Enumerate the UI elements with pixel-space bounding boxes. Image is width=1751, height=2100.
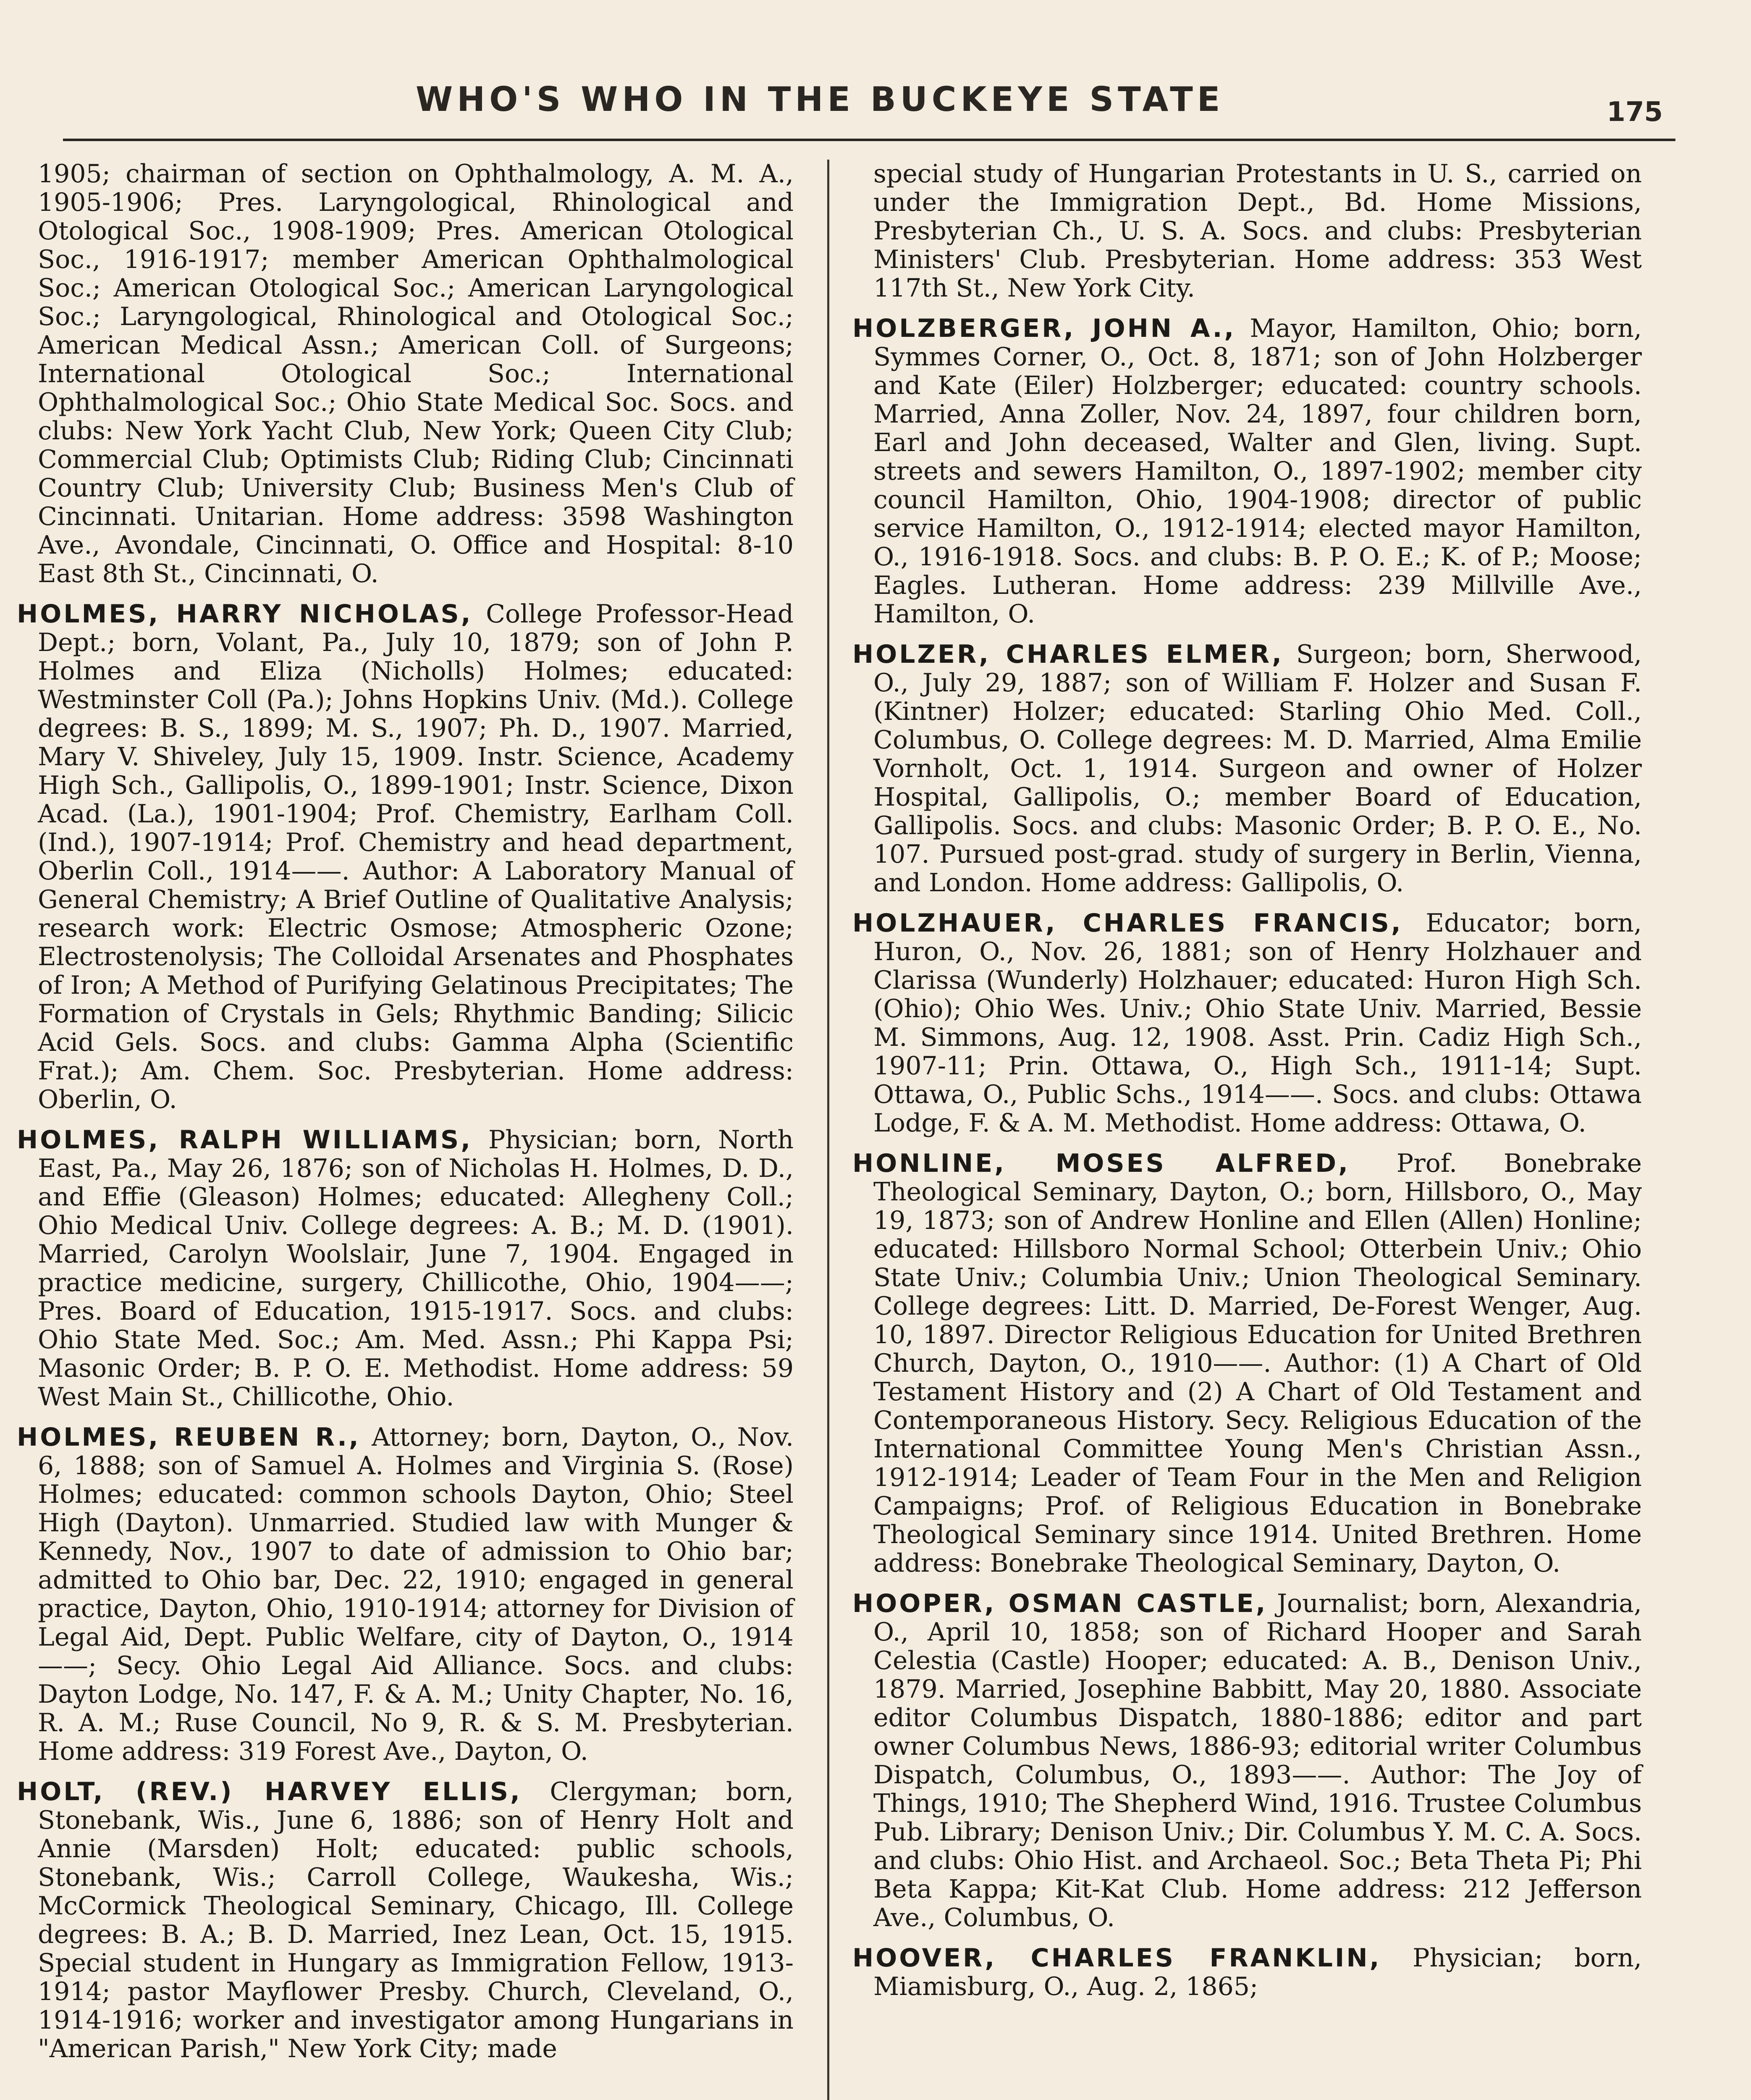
entry-holzhauer-charles — [852, 909, 1642, 1137]
entry-text: Mayor, Hamilton, Ohio; born, Symmes Corner, O., Oct. 8, 1871; son of John Holzberger and Kate (Eiler) Holzberger; educated: country schools. Married, Anna Zoller, Nov. 24, 1897, four children born, Earl and John deceased, Walter and Glen, living. Supt. streets and sewers Hamilton, O., 1897-1902; member city council Hamilton, Ohio, 1904-1908; director of public service Hamilton, O., 1912-1914; elected mayor Hamilton, O., 1916-1918. Socs. and clubs: B. P. O. E.; K. of P.; Moose; Eagles. Lutheran. Home address: 239 Millville Ave., Hamilton, O. — [873, 314, 1642, 629]
entry-name: HOOPER, OSMAN CASTLE, — [852, 1589, 1268, 1618]
entry-text: Surgeon; born, Sherwood, O., July 29, 1887; son of William F. Holzer and Susan F. (Kintner) Holzer; educated: Starling Ohio Med. Coll., Columbus, O. College degrees: M. D. Married, Alma Emilie Vornholt, Oct. 1, 1914. Surgeon and owner of Holzer Hospital, Gallipolis, O.; member Board of Education, Gallipolis. Socs. and clubs: Masonic Order; B. P. O. E., No. 107. Pursued post-grad. study of surgery in Berlin, Vienna, and London. Home address: Gallipolis, O. — [873, 640, 1642, 898]
column-divider — [827, 160, 829, 2100]
entry-holzer-charles — [852, 640, 1642, 897]
entry-name: HOLMES, RALPH WILLIAMS, — [17, 1125, 473, 1155]
entry-name: HOOVER, CHARLES FRANKLIN, — [852, 1943, 1381, 1973]
entry-name: HOLMES, REUBEN R., — [17, 1423, 361, 1452]
entry-text: Clergyman; born, Stonebank, Wis., June 6, 1886; son of Henry Holt and Annie (Marsden) Holt; educated: public schools, Stonebank, Wis.; Carroll College, Waukesha, Wis.; McCormick Theological Seminary, Chicago, Ill. College degrees: B. A.; B. D. Married, Inez Lean, Oct. 15, 1915. Special student in Hungary as Immigration Fellow, 1913-1914; pastor Mayflower Presby. Church, Cleveland, O., 1914-1916; worker and investigator among Hungarians in "American Parish," New York City; made — [38, 1777, 794, 2063]
entry-text: Attorney; born, Dayton, O., Nov. 6, 1888; son of Samuel A. Holmes and Virginia S. (Rose) Holmes; educated: common schools Dayton, Ohio; Steel High (Dayton). Unmarried. Studied law with Munger & Kennedy, Nov., 1907 to date of admission to Ohio bar; admitted to Ohio bar, Dec. 22, 1910; engaged in general practice, Dayton, Ohio, 1910-1914; attorney for Division of Legal Aid, Dept. Public Welfare, city of Dayton, O., 1914——; Secy. Ohio Legal Aid Alliance. Socs. and clubs: Dayton Lodge, No. 147, F. & A. M.; Unity Chapter, No. 16, R. A. M.; Ruse Council, No 9, R. & S. M. Presbyterian. Home address: 319 Forest Ave., Dayton, O. — [38, 1423, 794, 1766]
entry-name: HOLMES, HARRY NICHOLAS, — [17, 599, 473, 629]
page-number: 175 — [1607, 97, 1663, 128]
entry-text: Physician; born, North East, Pa., May 26, 1876; son of Nicholas H. Holmes, D. D., and Effie (Gleason) Holmes; educated: Allegheny Coll.; Ohio Medical Univ. College degrees: A. B.; M. D. (1901). Married, Carolyn Woolslair, June 7, 1904. Engaged in practice medicine, surgery, Chillicothe, Ohio, 1904——; Pres. Board of Education, 1915-1917. Socs. and clubs: Ohio State Med. Soc.; Am. Med. Assn.; Phi Kappa Psi; Masonic Order; B. P. O. E. Methodist. Home address: 59 West Main St., Chillicothe, Ohio. — [38, 1125, 794, 1412]
entry-text: Prof. Bonebrake Theological Seminary, Dayton, O.; born, Hillsboro, O., May 19, 1873; son of Andrew Honline and Ellen (Allen) Honline; educated: Hillsboro Normal School; Otterbein Univ.; Ohio State Univ.; Columbia Univ.; Union Theological Seminary. College degrees: Litt. D. Married, De-Forest Wenger, Aug. 10, 1897. Director Religious Education for United Brethren Church, Dayton, O., 1910——. Author: (1) A Chart of Old Testament History and (2) A Chart of Old Testament and Contemporaneous History. Secy. Religious Education of the International Committee Young Men's Christian Assn., 1912-1914; Leader of Team Four in the Men and Religion Campaigns; Prof. of Religious Education in Bonebrake Theological Seminary since 1914. United Brethren. Home address: Bonebrake Theological Seminary, Dayton, O. — [873, 1149, 1642, 1578]
entry-text: Physician; born, Miamisburg, O., Aug. 2, 1865; — [873, 1943, 1642, 2001]
entry-name: HONLINE, MOSES ALFRED, — [852, 1149, 1350, 1178]
entry-name: HOLT, (REV.) HARVEY ELLIS, — [17, 1777, 522, 1806]
left-column — [17, 160, 794, 2075]
entry-text: 1905; chairman of section on Ophthalmology, A. M. A., 1905-1906; Pres. Laryngological, Rhinological and Otological Soc., 1908-1909; Pres. American Otological Soc., 1916-1917; member American Ophthalmological Soc.; American Otological Soc.; American Laryngological Soc.; Laryngological, Rhinological and Otological Soc.; American Medical Assn.; American Coll. of Surgeons; International Otological Soc.; International Ophthalmological Soc.; Ohio State Medical Soc. Socs. and clubs: New York Yacht Club, New York; Queen City Club; Commercial Club; Optimists Club; Riding Club; Cincinnati Country Club; University Club; Business Men's Club of Cincinnati. Unitarian. Home address: 3598 Washington Ave., Avondale, Cincinnati, O. Office and Hospital: 8-10 East 8th St., Cincinnati, O. — [38, 159, 794, 588]
entry-name: HOLZER, CHARLES ELMER, — [852, 640, 1284, 669]
entry-holzberger-john — [852, 314, 1642, 628]
entry-text: special study of Hungarian Protestants in U. S., carried on under the Immigration Dept., Bd. Home Missions, Presbyterian Ch., U. S. A. Socs. and clubs: Presbyterian Ministers' Club. Presbyterian. Home address: 353 West 117th St., New York City. — [873, 159, 1642, 303]
entry-hooper-osman — [852, 1589, 1642, 1932]
entry-name: HOLZHAUER, CHARLES FRANCIS, — [852, 908, 1403, 938]
entry-continuation — [852, 160, 1642, 302]
entry-honline-moses — [852, 1149, 1642, 1578]
right-column — [852, 160, 1642, 2013]
running-title: WHO'S WHO IN THE BUCKEYE STATE — [416, 80, 1224, 119]
entry-holmes-reuben — [17, 1423, 794, 1766]
entry-hoover-charles — [852, 1944, 1642, 2001]
entry-text: College Professor-Head Dept.; born, Volant, Pa., July 10, 1879; son of John P. Holmes and Eliza (Nicholls) Holmes; educated: Westminster Coll (Pa.); Johns Hopkins Univ. (Md.). College degrees: B. S., 1899; M. S., 1907; Ph. D., 1907. Married, Mary V. Shiveley, July 15, 1909. Instr. Science, Academy High Sch., Gallipolis, O., 1899-1901; Instr. Science, Dixon Acad. (La.), 1901-1904; Prof. Chemistry, Earlham Coll. (Ind.), 1907-1914; Prof. Chemistry and head department, Oberlin Coll., 1914——. Author: A Laboratory Manual of General Chemistry; A Brief Outline of Qualitative Analysis; research work: Electric Osmose; Atmospheric Ozone; Electrostenolysis; The Colloidal Arsenates and Phosphates of Iron; A Method of Purifying Gelatinous Precipitates; The Formation of Crystals in Gels; Rhythmic Banding; Silicic Acid Gels. Socs. and clubs: Gamma Alpha (Scientific Frat.); Am. Chem. Soc. Presbyterian. Home address: Oberlin, O. — [38, 599, 794, 1114]
entry-text: Educator; born, Huron, O., Nov. 26, 1881; son of Henry Holzhauer and Clarissa (Wunderly) Holzhauer; educated: Huron High Sch. (Ohio); Ohio Wes. Univ.; Ohio State Univ. Married, Bessie M. Simmons, Aug. 12, 1908. Asst. Prin. Cadiz High Sch., 1907-11; Prin. Ottawa, O., High Sch., 1911-14; Supt. Ottawa, O., Public Schs., 1914——. Socs. and clubs: Ottawa Lodge, F. & A. M. Methodist. Home address: Ottawa, O. — [873, 908, 1642, 1138]
entry-holmes-ralph — [17, 1126, 794, 1411]
entry-holmes-harry — [17, 600, 794, 1114]
entry-continuation — [17, 160, 794, 588]
entry-text: Journalist; born, Alexandria, O., April 10, 1858; son of Richard Hooper and Sarah Celestia (Castle) Hooper; educated: A. B., Denison Univ., 1879. Married, Josephine Babbitt, May 20, 1880. Associate editor Columbus Dispatch, 1880-1886; editor and part owner Columbus News, 1886-93; editorial writer Columbus Dispatch, Columbus, O., 1893——. Author: The Joy of Things, 1910; The Shepherd Wind, 1916. Trustee Columbus Pub. Library; Denison Univ.; Dir. Columbus Y. M. C. A. Socs. and clubs: Ohio Hist. and Archaeol. Soc.; Beta Theta Pi; Phi Beta Kappa; Kit-Kat Club. Home address: 212 Jefferson Ave., Columbus, O. — [873, 1589, 1642, 1932]
entry-holt-harvey — [17, 1777, 794, 2063]
entry-name: HOLZBERGER, JOHN A., — [852, 314, 1236, 343]
running-head — [63, 67, 1675, 141]
